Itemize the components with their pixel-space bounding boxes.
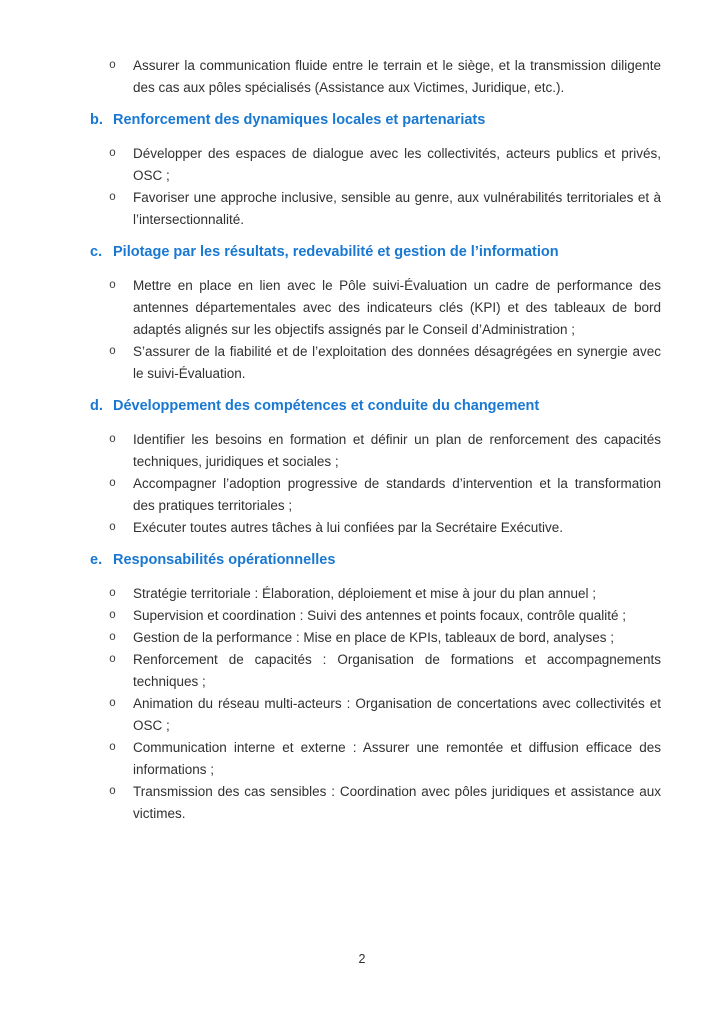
list-item-text: Accompagner l’adoption progressive de standards d’intervention et la transformation des pratiques territoriales ; xyxy=(133,476,661,513)
bullet-circle-icon: o xyxy=(109,279,116,292)
list-item xyxy=(90,143,661,187)
list-item-text: Supervision et coordination : Suivi des antennes et points focaux, contrôle qualité ; xyxy=(133,608,627,623)
intro-bullet-list xyxy=(90,55,661,99)
list-item xyxy=(90,429,661,473)
bullet-circle-icon: o xyxy=(109,631,116,644)
list-item xyxy=(90,605,661,627)
bullet-circle-icon: o xyxy=(109,697,116,710)
list-item xyxy=(90,517,661,539)
list-item-text: Communication interne et externe : Assurer une remontée et diffusion efficace des informations ; xyxy=(133,740,661,777)
section-e-bullet-list xyxy=(90,583,661,825)
section-d-bullet-list xyxy=(90,429,661,539)
bullet-circle-icon: o xyxy=(109,741,116,754)
list-item xyxy=(90,627,661,649)
list-item xyxy=(90,341,661,385)
list-item xyxy=(90,275,661,341)
list-item-text: Favoriser une approche inclusive, sensible au genre, aux vulnérabilités territoriales et à l’intersectionnalité. xyxy=(133,190,661,227)
section-label: b. xyxy=(90,112,103,128)
bullet-circle-icon: o xyxy=(109,587,116,600)
list-item-text: Transmission des cas sensibles : Coordination avec pôles juridiques et assistance aux victimes. xyxy=(133,784,661,821)
list-item xyxy=(90,187,661,231)
section-title: Renforcement des dynamiques locales et partenariats xyxy=(113,112,486,128)
list-item xyxy=(90,737,661,781)
list-item xyxy=(90,473,661,517)
list-item-text: Identifier les besoins en formation et définir un plan de renforcement des capacités techniques, juridiques et sociales ; xyxy=(133,432,661,469)
bullet-circle-icon: o xyxy=(109,59,116,72)
bullet-circle-icon: o xyxy=(109,477,116,490)
bullet-circle-icon: o xyxy=(109,785,116,798)
list-item-text: S’assurer de la fiabilité et de l’exploitation des données désagrégées en synergie avec le suivi-Évaluation. xyxy=(133,344,661,381)
list-item xyxy=(90,693,661,737)
section-title: Pilotage par les résultats, redevabilité et gestion de l’information xyxy=(113,244,559,260)
section-label: e. xyxy=(90,552,103,568)
page-number: 2 xyxy=(358,952,366,966)
section-c-bullet-list xyxy=(90,275,661,385)
bullet-circle-icon: o xyxy=(109,433,116,446)
list-item-text: Développer des espaces de dialogue avec les collectivités, acteurs publics et privés, OSC ; xyxy=(133,146,661,183)
list-item xyxy=(90,781,661,825)
list-item xyxy=(90,55,661,99)
list-item-text: Animation du réseau multi-acteurs : Organisation de concertations avec collectivités et OSC ; xyxy=(133,696,661,733)
list-item-text: Exécuter toutes autres tâches à lui confiées par la Secrétaire Exécutive. xyxy=(133,520,563,535)
bullet-circle-icon: o xyxy=(109,653,116,666)
list-item-text: Assurer la communication fluide entre le terrain et le siège, et la transmission diligente des cas aux pôles spécialisés (Assistance aux Victimes, Juridique, etc.). xyxy=(133,58,661,95)
bullet-circle-icon: o xyxy=(109,609,116,622)
bullet-circle-icon: o xyxy=(109,147,116,160)
section-title: Développement des compétences et conduite du changement xyxy=(113,398,540,414)
bullet-circle-icon: o xyxy=(109,521,116,534)
list-item xyxy=(90,583,661,605)
section-heading-d xyxy=(90,395,661,417)
bullet-circle-icon: o xyxy=(109,191,116,204)
list-item xyxy=(90,649,661,693)
section-label: c. xyxy=(90,244,103,260)
section-heading-c xyxy=(90,241,661,263)
section-heading-b xyxy=(90,109,661,131)
list-item-text: Gestion de la performance : Mise en place de KPIs, tableaux de bord, analyses ; xyxy=(133,630,615,645)
list-item-text: Stratégie territoriale : Élaboration, déploiement et mise à jour du plan annuel ; xyxy=(133,586,597,601)
section-title: Responsabilités opérationnelles xyxy=(113,552,336,568)
list-item-text: Mettre en place en lien avec le Pôle suivi-Évaluation un cadre de performance des antennes départementales avec des indicateurs clés (KPI) et des tableaux de bord adaptés alignés sur les objectifs assignés par le Conseil d’Administration ; xyxy=(133,278,661,337)
bullet-circle-icon: o xyxy=(109,345,116,358)
list-item-text: Renforcement de capacités : Organisation de formations et accompagnements techniques ; xyxy=(133,652,661,689)
section-label: d. xyxy=(90,398,103,414)
section-heading-e xyxy=(90,549,661,571)
section-b-bullet-list xyxy=(90,143,661,231)
